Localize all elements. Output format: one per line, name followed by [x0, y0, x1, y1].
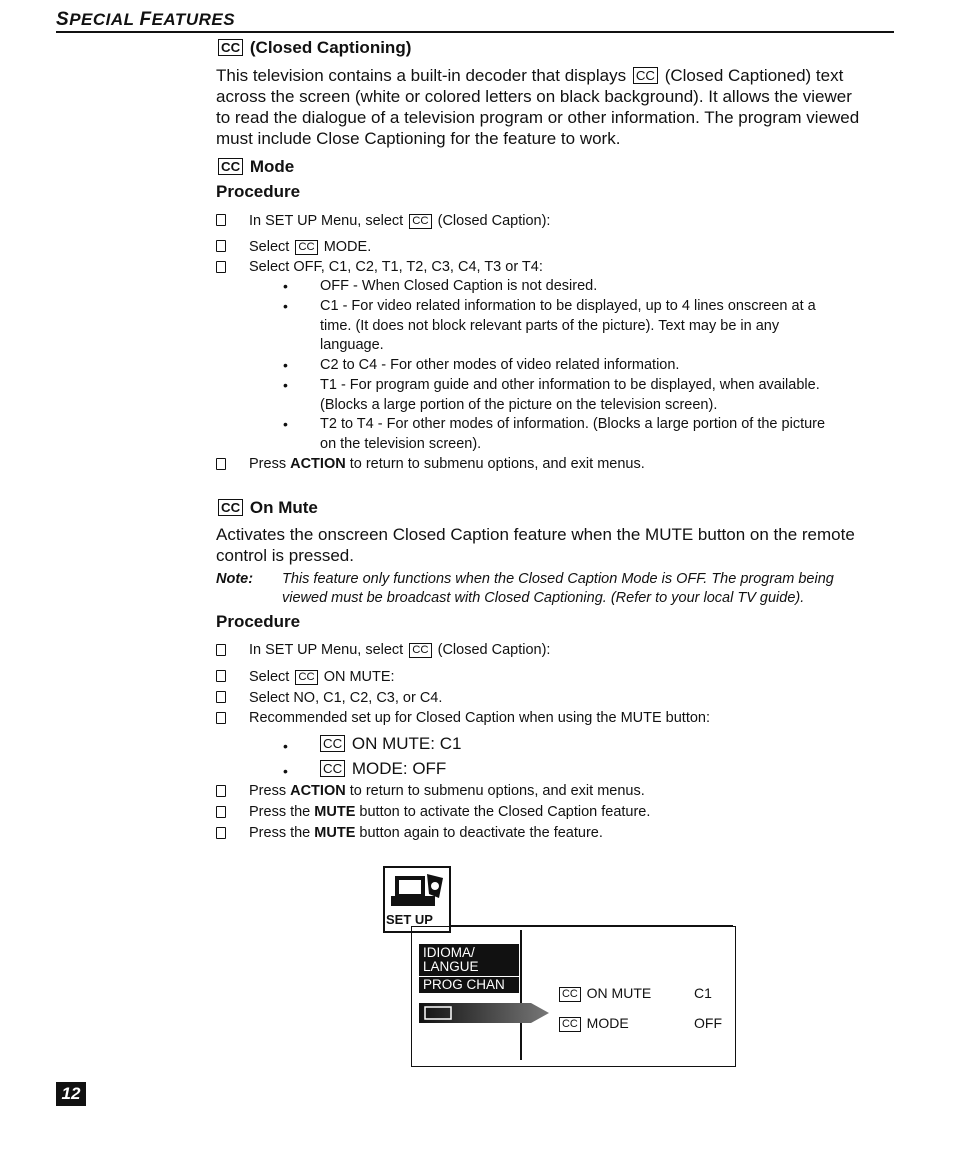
menu-value-mode: OFF — [694, 1015, 722, 1031]
cc-badge-icon: CC — [409, 214, 431, 229]
page-number: 12 — [56, 1082, 86, 1106]
toolbox-icon — [385, 868, 449, 912]
bullet-text: C1 - For video related information to be displayed, up to 4 lines onscreen at a time. (It does not block relevant parts of the picture). Text may be in any language. — [320, 298, 816, 353]
cc-badge-icon: CC — [559, 1017, 581, 1032]
checkbox-icon — [216, 670, 226, 682]
recommended-option: CC ON MUTE: C1 — [318, 734, 461, 754]
checkbox-icon — [216, 240, 226, 252]
cc-badge-icon: CC — [559, 987, 581, 1002]
procedure-heading: Procedure — [216, 612, 301, 631]
header-rule — [56, 31, 894, 33]
step-text: Press ACTION to return to submenu options, and exit menus. — [249, 783, 645, 799]
setup-label: SET UP — [386, 912, 433, 927]
menu-item-language[interactable]: IDIOMA/ LANGUE — [419, 944, 519, 976]
cc-badge-icon: CC — [295, 670, 317, 685]
section-title: SPECIAL FEATURES — [56, 9, 236, 30]
menu-item-prog-chan[interactable]: PROG CHAN — [419, 977, 519, 993]
bullet-icon: • — [283, 416, 288, 432]
bullet-text: T1 - For program guide and other information to be displayed, when available. (Blocks a large portion of the picture on the television screen). — [320, 377, 820, 413]
step-text: Select NO, C1, C2, C3, or C4. — [249, 690, 443, 706]
bullet-icon: • — [283, 357, 288, 373]
step-text: Select CC ON MUTE: — [249, 669, 395, 685]
cc-badge-icon: CC — [295, 240, 317, 255]
cc-badge-icon: CC — [409, 643, 431, 658]
step-text: Press the MUTE button again to deactivate the feature. — [249, 825, 603, 841]
cc-badge-icon: CC — [218, 158, 243, 175]
step-text: Recommended set up for Closed Caption when using the MUTE button: — [249, 710, 711, 726]
bullet-text: OFF - When Closed Caption is not desired. — [320, 278, 598, 294]
bullet-text: T2 to T4 - For other modes of information. (Blocks a large portion of the picture on the television screen). — [320, 416, 826, 452]
bullet-icon: • — [283, 278, 288, 294]
bullet-text: C2 to C4 - For other modes of video related information. — [320, 357, 680, 373]
cc-badge-icon: CC — [218, 39, 243, 56]
checkbox-icon — [216, 458, 226, 470]
recommended-option: CC MODE: OFF — [318, 759, 446, 779]
checkbox-icon — [216, 712, 226, 724]
step-text: Select CC MODE. — [249, 239, 372, 255]
note: Note: This feature only functions when the Closed Caption Mode is OFF. The program being viewed must be broadcast with Closed Captioning. (Refer to your local TV guide). — [216, 571, 834, 606]
closed-captioning-heading: CC (Closed Captioning) — [216, 38, 411, 58]
bullet-icon: • — [283, 763, 288, 779]
cc-badge-icon: CC — [320, 735, 345, 752]
cc-on-mute-heading: CC On Mute — [216, 498, 318, 518]
bullet-icon: • — [283, 738, 288, 754]
step-text: Press the MUTE button to activate the Closed Caption feature. — [249, 804, 651, 820]
checkbox-icon — [216, 785, 226, 797]
cc-badge-icon: CC — [633, 67, 658, 84]
menu-value-on-mute: C1 — [694, 985, 712, 1001]
checkbox-icon — [216, 214, 226, 226]
on-mute-intro: Activates the onscreen Closed Caption feature when the MUTE button on the remote control is pressed. — [216, 525, 855, 565]
step-text: Select OFF, C1, C2, T1, T2, C3, C4, T3 or T4: — [249, 259, 543, 275]
closed-captioning-intro: This television contains a built-in decoder that displays CC (Closed Captioned) text across the screen (white or colored letters on black background). It allows the viewer to read the dialogue of a television program or other information. The program viewed must include Close Captioning for the feature to work. — [216, 66, 860, 148]
step-text: Press ACTION to return to submenu options, and exit menus. — [249, 456, 645, 472]
menu-divider — [520, 930, 522, 1060]
step-text: In SET UP Menu, select CC (Closed Caption): — [249, 213, 551, 229]
cc-badge-icon: CC — [320, 760, 345, 777]
procedure-heading: Procedure — [216, 182, 301, 201]
cc-badge-icon: CC — [218, 499, 243, 516]
step-text: In SET UP Menu, select CC (Closed Caption): — [249, 642, 551, 658]
menu-row-on-mute[interactable]: CC ON MUTE — [557, 985, 651, 1002]
bullet-icon: • — [283, 377, 288, 393]
menu-row-mode[interactable]: CC MODE — [557, 1015, 629, 1032]
menu-item-cc-selected[interactable] — [419, 1003, 549, 1023]
checkbox-icon — [216, 644, 226, 656]
checkbox-icon — [216, 261, 226, 273]
cc-mode-heading: CC Mode — [216, 157, 294, 177]
checkbox-icon — [216, 827, 226, 839]
checkbox-icon — [216, 806, 226, 818]
bullet-icon: • — [283, 298, 288, 314]
checkbox-icon — [216, 691, 226, 703]
